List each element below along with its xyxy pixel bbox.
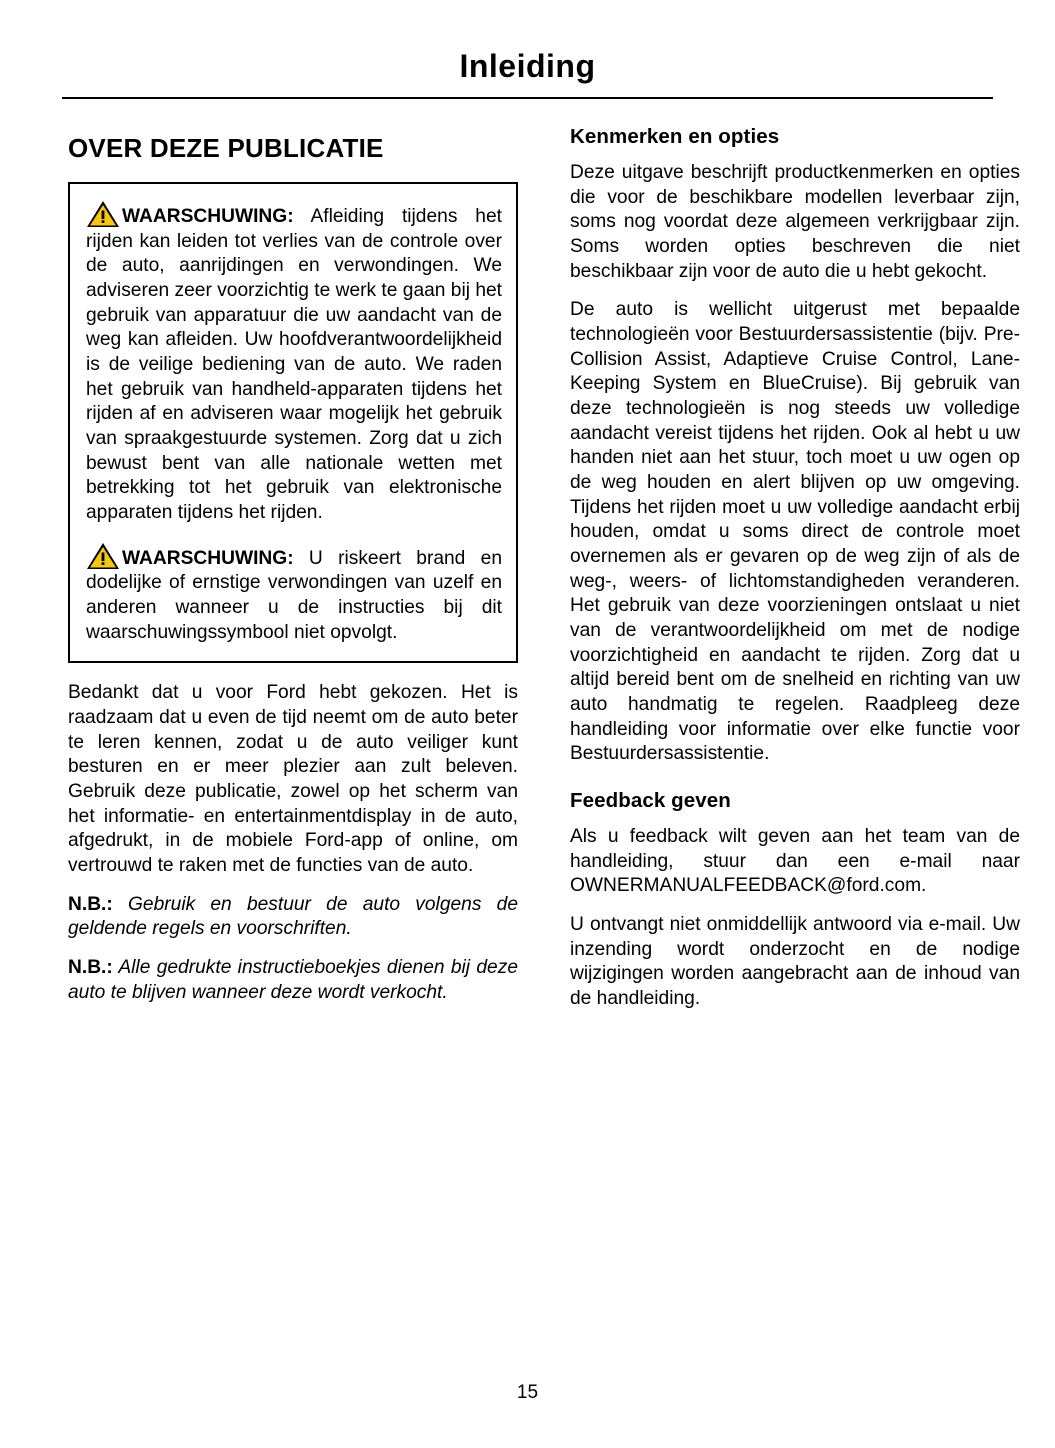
page-title: Inleiding	[459, 48, 596, 84]
warning-box	[68, 182, 518, 663]
note-label-1: N.B.:	[68, 893, 113, 915]
note-label-2: N.B.:	[68, 957, 113, 979]
note-text-1: Gebruik en bestuur de auto volgens de geldende regels en voorschriften.	[68, 893, 518, 940]
warning-label-2: WAARSCHUWING:	[122, 547, 294, 569]
note-1	[68, 893, 518, 942]
feedback-paragraph-1: Als u feedback wilt geven aan het team van de handleiding, stuur dan een e-mail naar OWNERMANUALFEEDBACK@ford.com.	[570, 826, 1020, 897]
left-column	[68, 125, 518, 1012]
warning-paragraph-2	[86, 542, 502, 646]
section-heading-over-deze-publicatie: OVER DEZE PUBLICATIE	[68, 133, 384, 163]
warning-label-1: WAARSCHUWING:	[122, 206, 294, 227]
warning-paragraph-1	[86, 200, 502, 526]
note-text-2: Alle gedrukte instructieboekjes dienen bij deze auto te blijven wanneer deze wordt verkocht.	[68, 957, 518, 1003]
subsection-heading-feedback-geven: Feedback geven	[570, 789, 731, 813]
features-paragraph-2: De auto is wellicht uitgerust met bepaalde technologieën voor Bestuurdersassistentie (bijv. Pre-Collision Assist, Adaptieve Cruise Control, Lane-Keeping System en BlueCruise). Bij gebruik van deze technologieën is nog steeds uw volledige aandacht vereist tijdens het rijden. Ook al hebt u uw handen niet aan het stuur, toch moet u uw ogen op de weg houden en alert blijven op uw omgeving. Tijdens het rijden moet u uw volledige aandacht erbij houden, omdat u soms direct de controle moet overnemen als er gevaren op de weg zijn of als de weg-, weers- of lichtomstandigheden veranderen. Het gebruik van deze voorzieningen ontslaat u niet van de verantwoordelijkheid om met de nodige voorzichtigheid en aandacht te rijden. Zorg dat u altijd bereid bent om de snelheid en richting van uw auto handmatig te regelen. Raadpleeg deze handleiding voor informatie over elke functie voor Bestuurdersassistentie.	[570, 299, 1020, 765]
two-column-layout	[0, 99, 1055, 1012]
warning-triangle-icon	[86, 200, 120, 228]
right-column	[570, 125, 1020, 1012]
subsection-heading-kenmerken-en-opties: Kenmerken en opties	[570, 125, 780, 148]
warning-text-2: U riskeert brand en dodelijke of ernstige verwondingen van uzelf en anderen wanneer u de instructies bij dit waarschuwingssymbool niet opvolgt.	[86, 547, 502, 643]
warning-triangle-icon	[86, 542, 120, 570]
page-number: 15	[516, 1382, 539, 1403]
intro-paragraph: Bedankt dat u voor Ford hebt gekozen. Het is raadzaam dat u even de tijd neemt om de auto beter te leren kennen, zodat u de auto veiliger kunt besturen en er meer plezier aan zult beleven. Gebruik deze publicatie, zowel op het scherm van het informatie- en entertainmentdisplay in de auto, afgedrukt, in de mobiele Ford-app of online, om vertrouwd te raken met de functies van de auto.	[68, 682, 518, 877]
warning-text-1: Afleiding tijdens het rijden kan leiden tot verlies van de controle over de auto, aanrijdingen en verwondingen. We adviseren zeer voorzichtig te werk te gaan bij het gebruik van apparatuur die uw aandacht van de weg kan afleiden. Uw hoofdverantwoordelijkheid is de veilige bediening van de auto. We raden het gebruik van handheld-apparaten tijdens het rijden af en adviseren waar mogelijk het gebruik van spraakgestuurde systemen. Zorg dat u zich bewust bent van alle nationale wetten met betrekking tot het gebruik van elektronische apparaten tijdens het rijden.	[86, 206, 502, 524]
note-2	[68, 956, 518, 1005]
features-paragraph-1: Deze uitgave beschrijft productkenmerken en opties die voor de beschikbare modellen leverbaar zijn, soms nog voordat deze algemeen verkrijgbaar zijn. Soms worden opties beschreven die niet beschikbaar zijn voor de auto die u hebt gekocht.	[570, 162, 1020, 282]
feedback-paragraph-2: U ontvangt niet onmiddellijk antwoord via e-mail. Uw inzending wordt onderzocht en de nodige wijzigingen worden aangebracht aan de inhoud van de handleiding.	[570, 914, 1020, 1010]
